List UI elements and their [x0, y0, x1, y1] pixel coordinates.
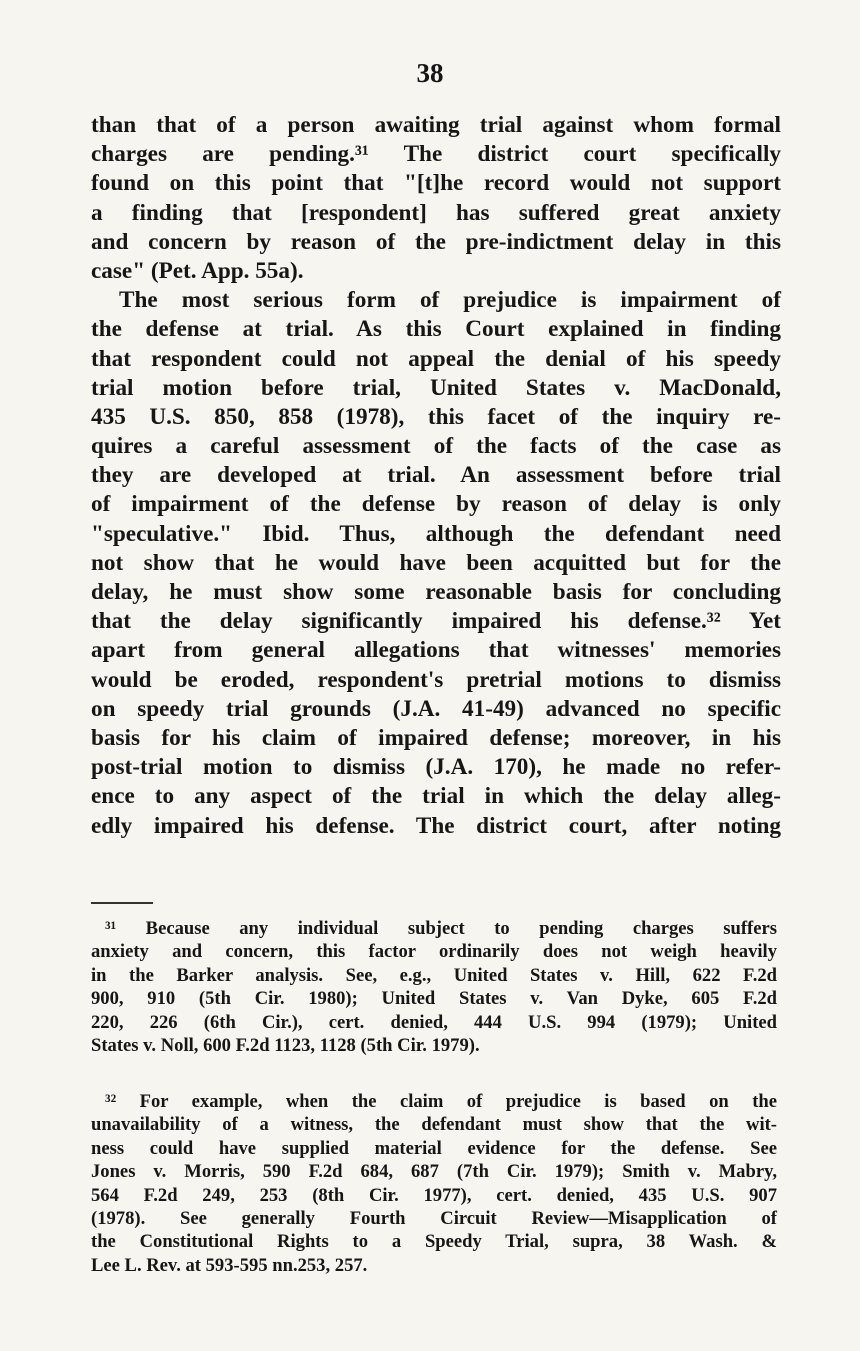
body-line: a finding that [respondent] has suffered great anxiety — [91, 199, 781, 226]
footnote-line: 900, 910 (5th Cir. 1980); United States v. Van Dyke, 605 F.2d — [91, 988, 777, 1010]
footnote-line: unavailability of a witness, the defendant must show that the wit- — [91, 1114, 777, 1136]
body-line: edly impaired his defense. The district court, after noting — [91, 812, 781, 839]
body-line: than that of a person awaiting trial against whom formal — [91, 112, 781, 138]
footnote-line: 220, 226 (6th Cir.), cert. denied, 444 U.S. 994 (1979); United — [91, 1011, 777, 1033]
body-line: case" (Pet. App. 55a). — [91, 257, 304, 284]
body-line: that the delay significantly impaired his defense.³² Yet — [91, 608, 781, 635]
body-line: post-trial motion to dismiss (J.A. 170), he made no refer- — [91, 754, 781, 781]
body-line: 435 U.S. 850, 858 (1978), this facet of the inquiry re- — [91, 403, 781, 430]
body-line: apart from general allegations that witnesses' memories — [91, 637, 781, 664]
footnote-line: Lee L. Rev. at 593-595 nn.253, 257. — [91, 1254, 368, 1276]
footnote-line: ness could have supplied material evidence for the defense. See — [91, 1137, 777, 1159]
footnote-separator — [91, 902, 153, 904]
body-line: The most serious form of prejudice is impairment of — [119, 287, 781, 314]
body-line: the defense at trial. As this Court explained in finding — [91, 316, 781, 343]
body-line: that respondent could not appeal the denial of his speedy — [91, 345, 781, 372]
footnote-line: the Constitutional Rights to a Speedy Trial, supra, 38 Wash. & — [91, 1231, 777, 1253]
footnote-line: 564 F.2d 249, 253 (8th Cir. 1977), cert. denied, 435 U.S. 907 — [91, 1184, 777, 1206]
body-line: not show that he would have been acquitted but for the — [91, 549, 781, 576]
main-body-text — [91, 111, 781, 841]
footnote-line: Jones v. Morris, 590 F.2d 684, 687 (7th Cir. 1979); Smith v. Mabry, — [91, 1161, 777, 1183]
body-line: basis for his claim of impaired defense; moreover, in his — [91, 724, 781, 751]
footnote-line: ³¹ Because any individual subject to pending charges suffers — [105, 918, 777, 939]
body-line: of impairment of the defense by reason of delay is only — [91, 491, 781, 518]
body-line: and concern by reason of the pre-indictment delay in this — [91, 228, 781, 255]
footnote-line: (1978). See generally Fourth Circuit Review—Misapplication of — [91, 1207, 777, 1229]
body-line: they are developed at trial. An assessment before trial — [91, 462, 781, 489]
footnote-line: anxiety and concern, this factor ordinarily does not weigh heavily — [91, 941, 777, 963]
body-line: would be eroded, respondent's pretrial motions to dismiss — [91, 666, 781, 693]
footnote-31 — [91, 917, 777, 1057]
footnote-line: in the Barker analysis. See, e.g., United States v. Hill, 622 F.2d — [91, 964, 777, 986]
footnote-32 — [91, 1090, 777, 1277]
body-line: quires a careful assessment of the facts of the case as — [91, 433, 781, 460]
body-line: found on this point that "[t]he record would not support — [91, 170, 781, 197]
page-number: 38 — [416, 58, 444, 88]
body-line: delay, he must show some reasonable basis for concluding — [91, 579, 781, 605]
body-line: on speedy trial grounds (J.A. 41-49) advanced no specific — [91, 695, 781, 722]
body-line: charges are pending.³¹ The district court specifically — [91, 141, 781, 168]
footnote-line: States v. Noll, 600 F.2d 1123, 1128 (5th Cir. 1979). — [91, 1034, 480, 1056]
body-line: ence to any aspect of the trial in which the delay alleg- — [91, 783, 781, 810]
footnote-line: ³² For example, when the claim of prejudice is based on the — [105, 1091, 777, 1112]
body-line: trial motion before trial, United States v. MacDonald, — [91, 374, 781, 401]
body-line: "speculative." Ibid. Thus, although the defendant need — [91, 520, 781, 547]
